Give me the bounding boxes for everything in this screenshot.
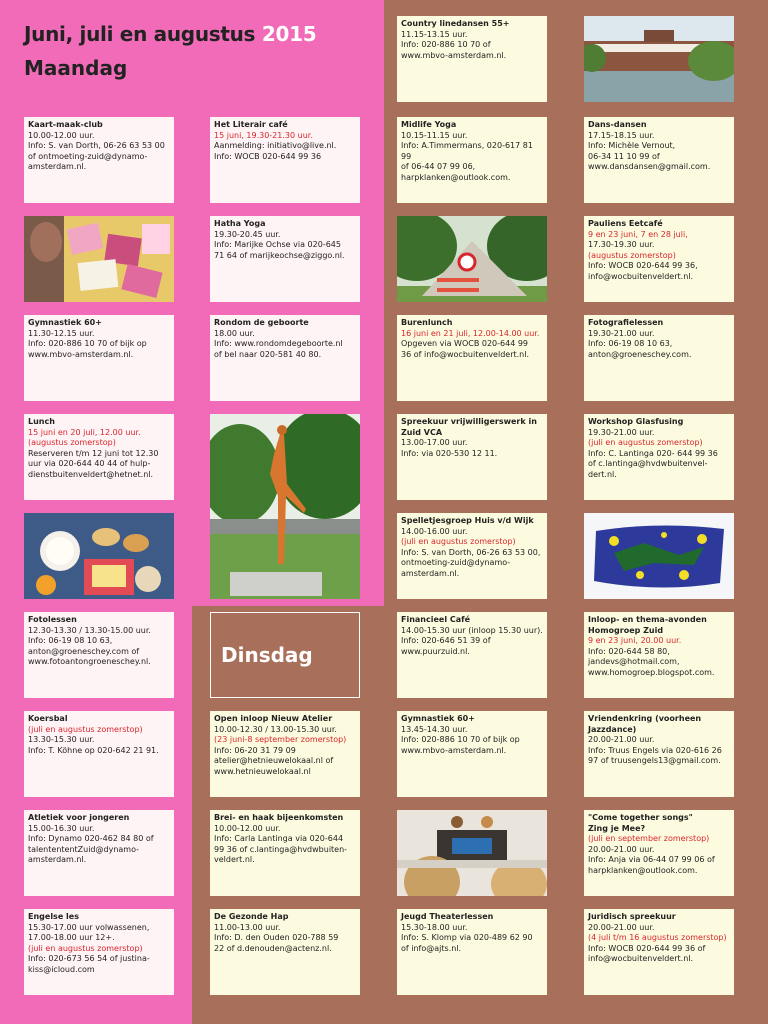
card-juridisch-spreekuur: Juridisch spreekuur 20.00-21.00 uur. (4 juli t/m 16 augustus zomerstop) Info: WOCB 020-644 99 36 of info@wocbuitenveldert.nl. [584, 909, 734, 995]
card-spelletjesgroep: Spelletjesgroep Huis v/d Wijk 14.00-16.00 uur. (juli en augustus zomerstop) Info: S. van Dorth, 06-26 63 53 00, ontmoeting-zuid@dynamo- amsterdam.nl. [397, 513, 547, 599]
card-hatha-yoga: Hatha Yoga 19.30-20.45 uur. Info: Marijke Ochse via 020-645 71 64 of marijkeochse@ziggo.nl. [210, 216, 360, 302]
card-pauliens-eetcafe: Pauliens Eetcafé 9 en 23 juni, 7 en 28 juli, 17.30-19.30 uur. (augustus zomerstop) Info: WOCB 020-644 99 36, info@wocbuitenveldert.nl. [584, 216, 734, 302]
photo-dancer-statue [210, 414, 360, 599]
card-workshop-glasfusing: Workshop Glasfusing 19.30-21.00 uur. (juli en augustus zomerstop) Info: C. Lantinga 020- 644 99 36 of c.lantinga@hvdwbuitenvel- dert.nl. [584, 414, 734, 500]
card-atletiek: Atletiek voor jongeren 15.00-16.30 uur. Info: Dynamo 020-462 84 80 of talentententZuid@dynamo- amsterdam.nl. [24, 810, 174, 896]
card-gymnastiek-ma: Gymnastiek 60+ 11.30-12.15 uur. Info: 020-886 10 70 of bijk op www.mbvo-amsterdam.nl. [24, 315, 174, 401]
card-literair-cafe: Het Literair café 15 juni, 19.30-21.30 uur. Aanmelding: initiativo@live.nl. Info: WOCB 020-644 99 36 [210, 117, 360, 203]
card-country-linedansen: Country linedansen 55+ 11.15-13.15 uur. Info: 020-886 10 70 of www.mbvo-amsterdam.nl. [397, 16, 547, 102]
card-fotografielessen: Fotografielessen 19.30-21.00 uur. Info: 06-19 08 10 63, anton@groeneschey.com. [584, 315, 734, 401]
day-heading-tuesday: Dinsdag [210, 612, 360, 698]
card-lunch: Lunch 15 juni en 20 juli, 12.00 uur. (augustus zomerstop) Reserveren t/m 12 juni tot 12.30 uur via 020-644 40 44 of hulp- dienstbuitenveldert@hetnet.nl. [24, 414, 174, 500]
card-gymnastiek-di: Gymnastiek 60+ 13.45-14.30 uur. Info: 020-886 10 70 of bijk op www.mbvo-amsterdam.nl. [397, 711, 547, 797]
card-gezonde-hap: De Gezonde Hap 11.00-13.00 uur. Info: D. den Ouden 020-788 59 22 of d.denouden@actenz.nl. [210, 909, 360, 995]
card-vriendenkring: Vriendenkring (voorheen Jazzdance) 20.00-21.00 uur. Info: Truus Engels via 020-616 26 97 of truusengels13@gmail.com. [584, 711, 734, 797]
photo-lunch-table [24, 513, 174, 599]
card-spreekuur-vrijwilligerswerk: Spreekuur vrijwilligerswerk in Zuid VCA 13.00-17.00 uur. Info: via 020-530 12 11. [397, 414, 547, 500]
card-financieel-cafe: Financieel Café 14.00-15.30 uur (inloop 15.30 uur). Info: 020-646 51 39 of www.puurzuid.nl. [397, 612, 547, 698]
page-title: Juni, juli en augustus 2015 [24, 22, 317, 46]
photo-sand-pile [397, 216, 547, 302]
card-come-together-songs: "Come together songs" Zing je Mee? (juli en september zomerstop) 20.00-21.00 uur. Info: Anja via 06-44 07 99 06 of harpklanken@outlook.com. [584, 810, 734, 896]
card-rondom-geboorte: Rondom de geboorte 18.00 uur. Info: www.rondomdegeboorte.nl of bel naar 020-581 40 80. [210, 315, 360, 401]
photo-building-water [584, 16, 734, 102]
card-engelse-les: Engelse les 15.30-17.00 uur volwassenen, 17.00-18.00 uur 12+. (juli en augustus zomerstop) Info: 020-673 56 54 of justina- kiss@icloud.com [24, 909, 174, 995]
card-kaart-maak-club: Kaart-maak-club 10.00-12.00 uur. Info: S. van Dorth, 06-26 63 53 00 of ontmoeting-zuid@dynamo- amsterdam.nl. [24, 117, 174, 203]
card-jeugd-theaterlessen: Jeugd Theaterlessen 15.30-18.00 uur. Info: S. Klomp via 020-489 62 90 of info@ajts.nl. [397, 909, 547, 995]
card-midlife-yoga: Midlife Yoga 10.15-11.15 uur. Info: A.Timmermans, 020-617 81 99 of 06-44 07 99 06, harpklanken@outlook.com. [397, 117, 547, 203]
card-inloop-thema-avonden: Inloop- en thema-avonden Homogroep Zuid 9 en 23 juni, 20.00 uur. Info: 020-644 58 80, jandevs@hotmail.com, www.homogroep.blogspot.com. [584, 612, 734, 698]
card-koersbal: Koersbal (juli en augustus zomerstop) 13.30-15.30 uur. Info: T. Köhne op 020-642 21 91. [24, 711, 174, 797]
card-dans-dansen: Dans-dansen 17.15-18.15 uur. Info: Michèle Vernout, 06-34 11 10 99 of www.dansdansen@gmail.com. [584, 117, 734, 203]
photo-theatre-audience [397, 810, 547, 896]
card-fotolessen: Fotolessen 12.30-13.30 / 13.30-15.00 uur. Info: 06-19 08 10 63, anton@groeneschey.com of www.fotoantongroeneschey.nl. [24, 612, 174, 698]
photo-card-making [24, 216, 174, 302]
day-heading-monday: Maandag [24, 56, 128, 80]
card-burenlunch: Burenlunch 16 juni en 21 juli, 12.00-14.00 uur. Opgeven via WOCB 020-644 99 36 of info@wocbuitenveldert.nl. [397, 315, 547, 401]
card-brei-haak: Brei- en haak bijeenkomsten 10.00-12.00 uur. Info: Carla Lantinga via 020-644 99 36 of c.lantinga@hvdwbuiten- veldert.nl. [210, 810, 360, 896]
card-open-inloop-atelier: Open inloop Nieuw Atelier 10.00-12.30 / 13.00-15.30 uur. (23 juni-8 september zomerstop) Info: 06-20 31 79 09 atelier@hetnieuwelokaal.nl of www.hetnieuwelokaal.nl [210, 711, 360, 797]
photo-glass-art [584, 513, 734, 599]
